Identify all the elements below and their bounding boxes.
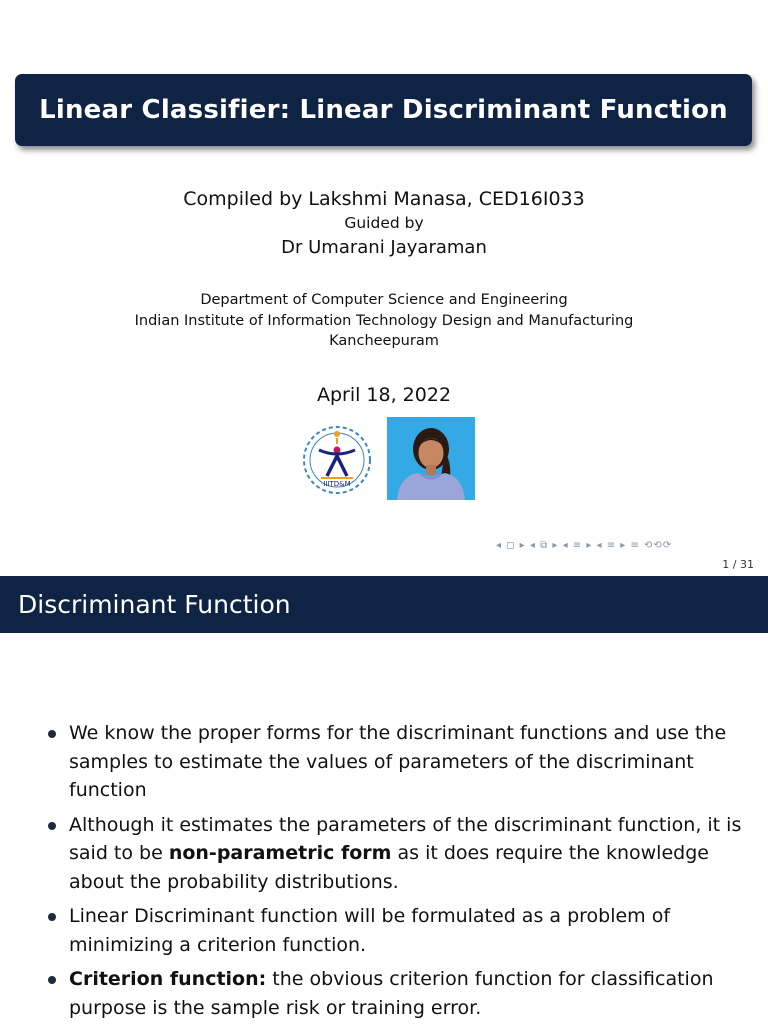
frame-title: Discriminant Function xyxy=(0,576,768,633)
slide-title: Linear Classifier: Linear Discriminant Function xyxy=(15,74,752,146)
bullet-item xyxy=(46,965,746,1022)
beamer-navigation-bar[interactable]: ◂ ◻ ▸ ◂ ⧉ ▸ ◂ ≡ ▸ ◂ ≡ ▸ ≡ ⟲⟲⟳ xyxy=(496,540,673,551)
institute: Indian Institute of Information Technology Design and Manufacturing xyxy=(134,313,634,329)
department: Department of Computer Science and Engineering xyxy=(200,292,568,308)
bullet-item xyxy=(46,719,746,805)
author-line: Compiled by Lakshmi Manasa, CED16I033 xyxy=(183,188,585,210)
logo-text: IIITD&M xyxy=(323,480,351,488)
bullet-item xyxy=(46,902,746,959)
author-photo xyxy=(387,417,475,500)
bullet-text: as it does require the knowledge about the probability distributions. xyxy=(69,842,709,893)
bullet-bold-text: non-parametric form xyxy=(168,842,392,864)
institute-logo xyxy=(297,420,377,500)
bullet-text: Linear Discriminant function will be formulated as a problem of minimizing a criterion function. xyxy=(69,905,671,956)
guided-by-label: Guided by xyxy=(344,214,424,232)
bullet-text: the obvious criterion function for classification purpose is the sample risk or training error. xyxy=(69,968,714,1019)
bullet-text: We know the proper forms for the discriminant functions and use the samples to estimate the values of parameters of the discriminant function xyxy=(69,722,727,801)
bullet-text: Although it estimates the parameters of the discriminant function, it is said to be xyxy=(69,813,742,864)
guide-name: Dr Umarani Jayaraman xyxy=(281,237,487,258)
city: Kancheepuram xyxy=(329,333,439,349)
page-number: 1 / 31 xyxy=(722,558,754,571)
discriminant-function-slide xyxy=(0,576,768,1024)
bullet-item xyxy=(46,811,746,897)
bullet-bold-text: Criterion function: xyxy=(69,968,267,990)
bullet-list xyxy=(46,719,746,1028)
presentation-date: April 18, 2022 xyxy=(316,384,452,406)
